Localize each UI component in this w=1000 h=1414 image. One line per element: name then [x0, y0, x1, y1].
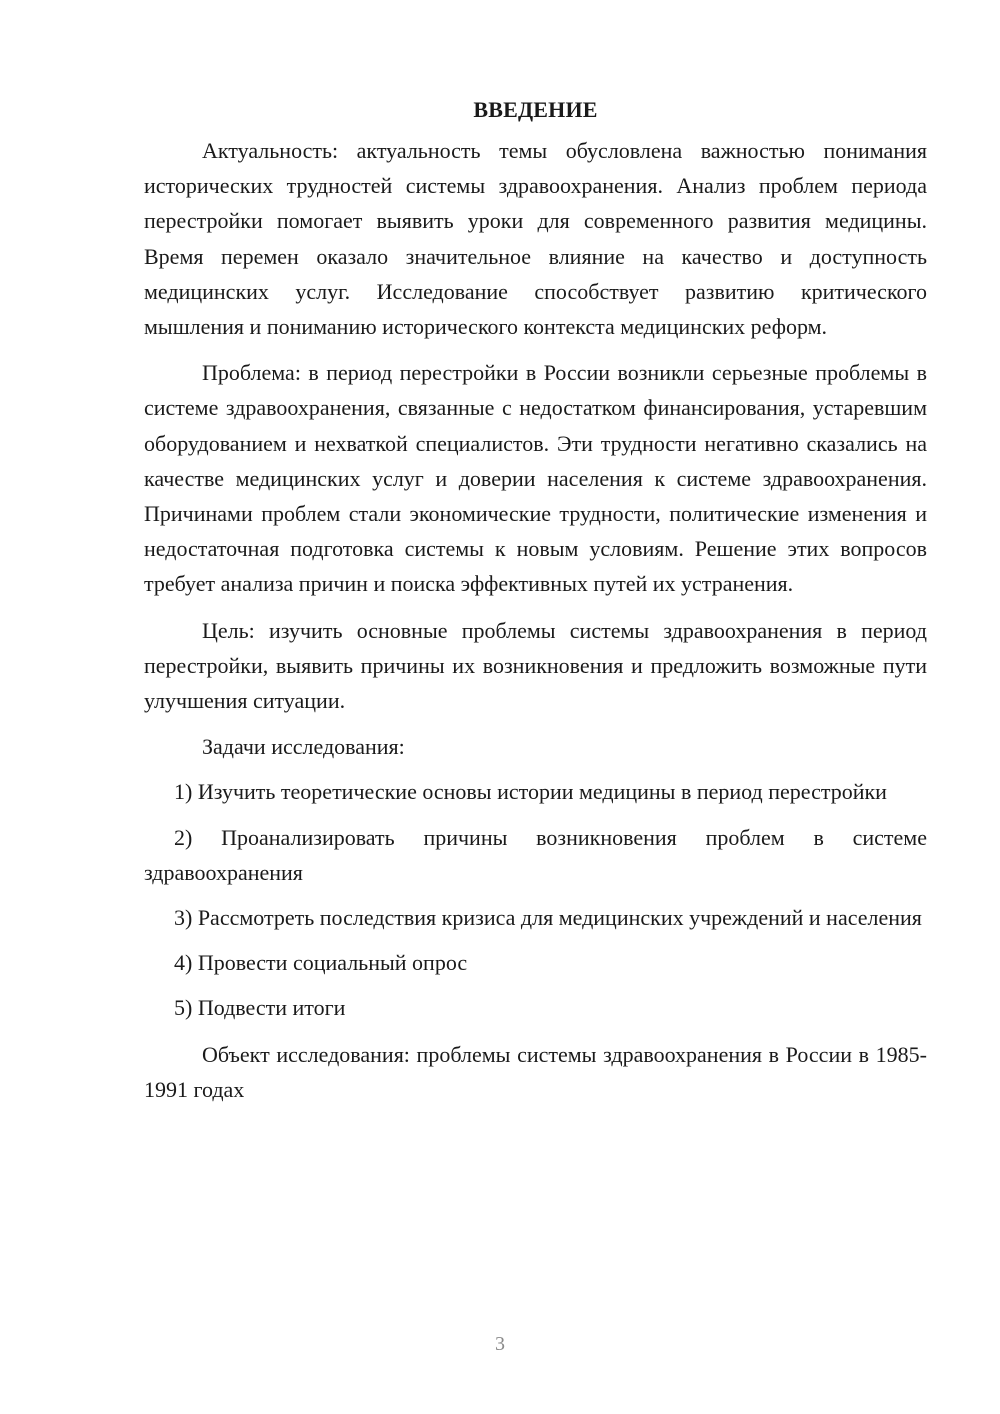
document-page: [144, 92, 927, 1107]
object-paragraph: Объект исследования: проблемы системы здравоохранения в России в 1985-1991 годах: [144, 1041, 927, 1102]
relevance-paragraph: Актуальность: актуальность темы обусловлена важностью понимания исторических трудностей системы здравоохранения. Анализ проблем периода перестройки помогает выявить уроки для современного развития медицины. Время перемен оказало значительное влияние на качество и доступность медицинских услуг. Исследование способствует развитию критического мышления и пониманию исторического контекста медицинских реформ.: [144, 138, 927, 340]
task-item-2: 2) Проанализировать причины возникновения проблем в системе здравоохранения: [144, 824, 927, 885]
task-item-3: 3) Рассмотреть последствия кризиса для медицинских учреждений и населения: [174, 905, 922, 931]
task-item-1: 1) Изучить теоретические основы истории медицины в период перестройки: [174, 779, 887, 805]
goal-paragraph: Цель: изучить основные проблемы системы здравоохранения в период перестройки, выявить причины их возникновения и предложить возможные пути улучшения ситуации.: [144, 617, 927, 714]
problem-paragraph: Проблема: в период перестройки в России возникли серьезные проблемы в системе здравоохранения, связанные с недостатком финансирования, устаревшим оборудованием и нехваткой специалистов. Эти трудности негативно сказались на качестве медицинских услуг и доверии населения к системе здравоохранения. Причинами проблем стали экономические трудности, политические изменения и недостаточная подготовка системы к новым условиям. Решение этих вопросов требует анализа причин и поиска эффективных путей их устранения.: [144, 360, 927, 597]
task-item-4: 4) Провести социальный опрос: [174, 950, 468, 976]
page-number: 3: [495, 1333, 505, 1355]
tasks-heading: Задачи исследования:: [202, 734, 405, 760]
task-item-5: 5) Подвести итоги: [174, 995, 346, 1021]
section-heading: ВВЕДЕНИЕ: [473, 97, 598, 122]
